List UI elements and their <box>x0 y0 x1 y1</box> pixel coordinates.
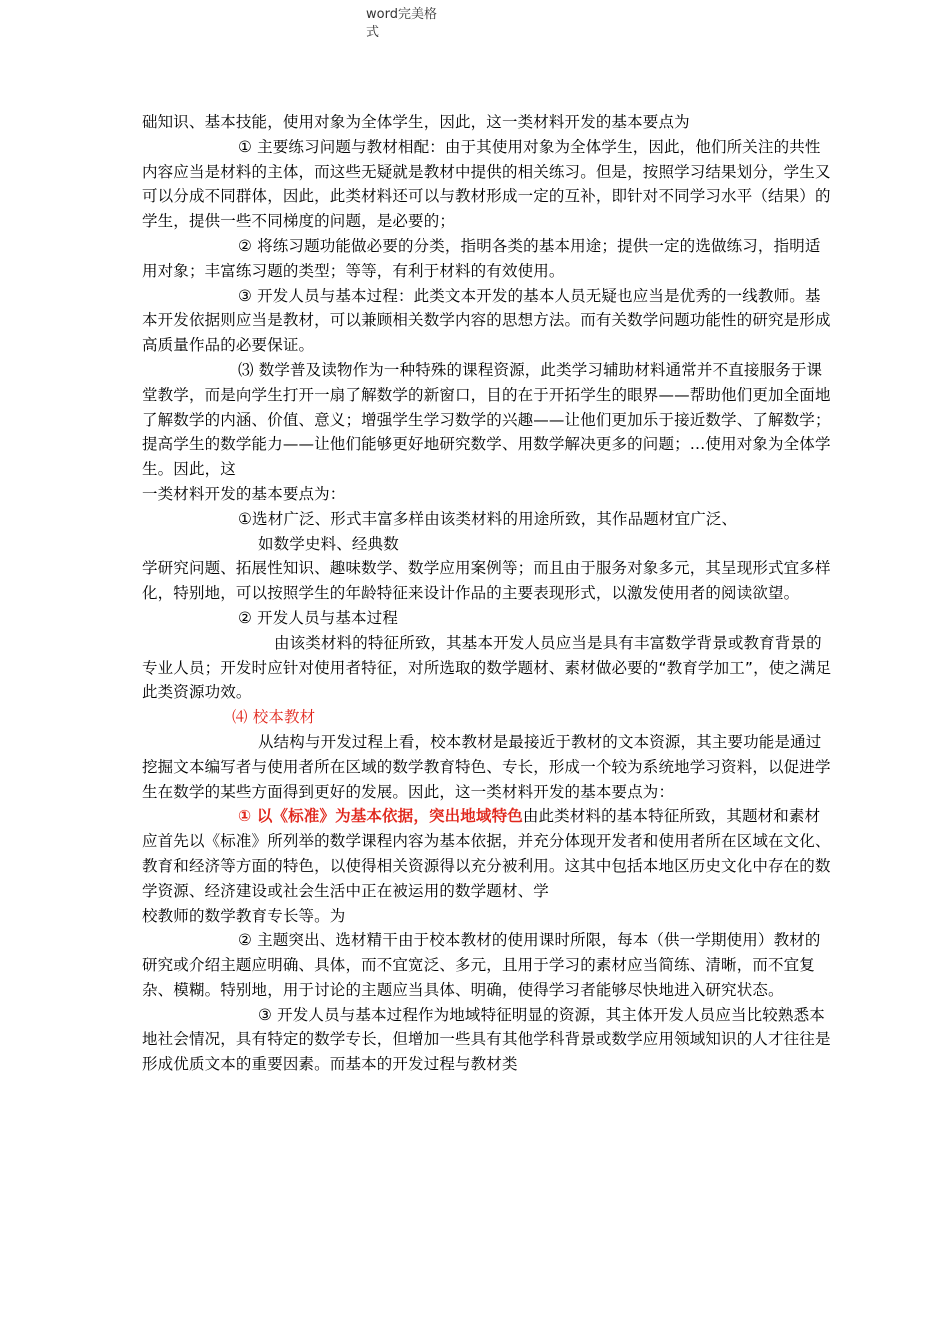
document-body <box>142 110 832 1077</box>
paragraph: 一类材料开发的基本要点为： <box>142 484 346 503</box>
paragraph <box>142 804 832 903</box>
page-header <box>366 6 456 42</box>
paragraph: 由该类材料的特征所致，其基本开发人员应当是具有丰富数学背景或教育背景的专业人员；开发时应针对使用者特征，对所选取的数学题材、素材做必要的“教育学加工”，使之满足此类资源功效。 <box>142 633 832 702</box>
paragraph: 校教师的数学教育专长等。为 <box>142 906 346 925</box>
highlighted-heading: ① 以《标准》为基本依据，突出地域特色 <box>238 807 523 826</box>
paragraph: ② 开发人员与基本过程 <box>238 608 398 627</box>
paragraph: ③ 开发人员与基本过程：此类文本开发的基本人员无疑也应当是优秀的一线教师。基本开发依据则应当是教材，可以兼顾相关数学内容的思想方法。而有关数学问题功能性的研究是形成高质量作品的必要保证。 <box>142 286 831 355</box>
paragraph: ⑶ 数学普及读物作为一种特殊的课程资源，此类学习辅助材料通常并不直接服务于课堂教学，而是向学生打开一扇了解数学的新窗口，目的在于开拓学生的眼界——帮助他们更加全面地了解数学的内涵、价值、意义；增强学生学习数学的兴趣——让他们更加乐于接近数学、了解数学；提高学生的数学能力——让他们能够更好地研究数学、用数学解决更多的问题；…使用对象为全体学生。因此，这 <box>142 360 831 479</box>
header-line-1: word完美格 <box>366 7 437 22</box>
section-heading: ⑷ 校本教材 <box>232 708 316 727</box>
paragraph: ③ 开发人员与基本过程作为地域特征明显的资源，其主体开发人员应当比较熟悉本地社会情况，具有特定的数学专长，但增加一些具有其他学科背景或数学应用领域知识的人才往往是形成优质文本的重要因素。而基本的开发过程与教材类 <box>142 1005 831 1074</box>
paragraph: ② 将练习题功能做必要的分类，指明各类的基本用途；提供一定的选做练习，指明适用对象；丰富练习题的类型；等等，有利于材料的有效使用。 <box>142 236 821 280</box>
paragraph: 学研究问题、拓展性知识、趣味数学、数学应用案例等；而且由于服务对象多元，其呈现形式宜多样化，特别地，可以按照学生的年龄特征来设计作品的主要表现形式，以激发使用者的阅读欲望。 <box>142 559 831 603</box>
paragraph: 从结构与开发过程上看，校本教材是最接近于教材的文本资源，其主要功能是通过挖掘文本编写者与使用者所在区域的数学教育特色、专长，形成一个较为系统地学习资料，以促进学生在数学的某些方面得到更好的发展。因此，这一类材料开发的基本要点为： <box>142 732 831 801</box>
paragraph: ① 主要练习问题与教材相配：由于其使用对象为全体学生，因此，他们所关注的共性内容应当是材料的主体，而这些无疑就是教材中提供的相关练习。但是，按照学习结果划分，学生又可以分成不同群体，因此，此类材料还可以与教材形成一定的互补，即针对不同学习水平（结果）的学生，提供一些不同梯度的问题，是必要的； <box>142 137 831 231</box>
paragraph: ② 主题突出、选材精干由于校本教材的使用课时所限，每本（供一学期使用）教材的研究或介绍主题应明确、具体，而不宜宽泛、多元，且用于学习的素材应当简练、清晰，而不宜复杂、模糊。特别地，用于讨论的主题应当具体、明确，使得学习者能够尽快地进入研究状态。 <box>142 931 821 999</box>
paragraph: ①选材广泛、形式丰富多样由该类材料的用途所致，其作品题材宜广泛、 <box>238 509 738 528</box>
header-line-2: 式 <box>366 25 380 40</box>
paragraph: 础知识、基本技能，使用对象为全体学生，因此，这一类材料开发的基本要点为 <box>142 113 690 131</box>
paragraph: 如数学史料、经典数 <box>258 534 399 553</box>
paragraph-text: 由此类材料的基本特征所致，其题材和素材应首先以《标准》所列举的数学课程内容为基本依据，并充分体现开发者和使用者所在区域在文化、教育和经济等方面的特色，以使得相关资源得以充分被利用。这其中包括本地区历史文化中存在的数学资源、经济建设或社会生活中正在被运用的数学题材、学 <box>142 807 831 900</box>
